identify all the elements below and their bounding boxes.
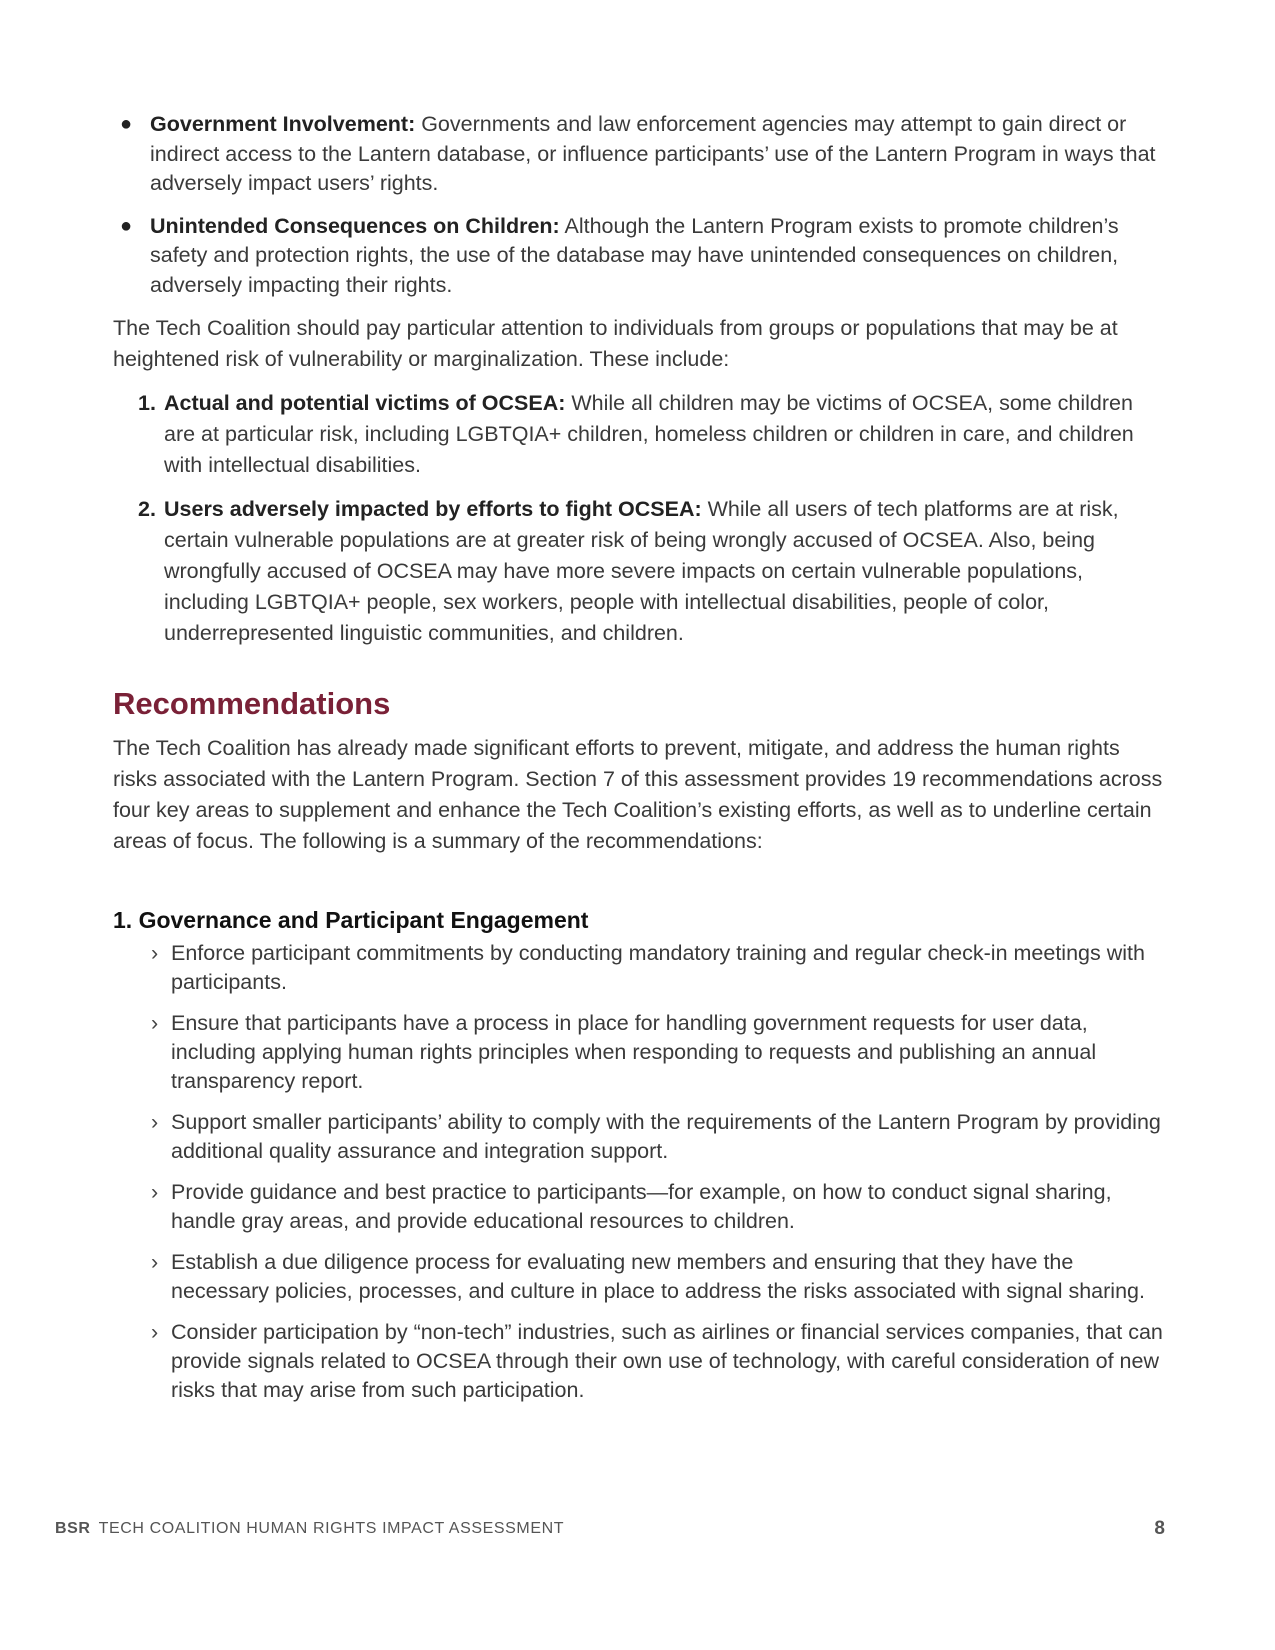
footer-title: TECH COALITION HUMAN RIGHTS IMPACT ASSESSMENT — [98, 1520, 565, 1537]
list-item — [113, 1009, 1163, 1096]
item-number: 2. — [138, 497, 156, 521]
list-item — [113, 212, 1163, 301]
risk-text: Although the Lantern Program exists to promote children’s safety and protection rights, the use of the database may have unintended consequences on children, adversely impacting their rights. — [150, 213, 1119, 297]
risk-list — [113, 110, 1163, 300]
list-item — [113, 388, 1163, 481]
page-footer — [55, 1520, 1165, 1544]
section-heading: Recommendations — [113, 686, 391, 721]
recommendation-text: Consider participation by “non-tech” industries, such as airlines or financial services companies, that can provide signals related to OCSEA through their own use of technology, with careful consideration of new risks that may arise from such participation. — [171, 1320, 1163, 1402]
footer-brand: BSR — [55, 1520, 91, 1537]
list-item — [113, 1178, 1163, 1236]
bullet-icon: ● — [120, 113, 133, 135]
chevron-right-icon: › — [151, 1250, 159, 1274]
list-item — [113, 494, 1163, 649]
chevron-right-icon: › — [151, 941, 159, 965]
chevron-right-icon: › — [151, 1110, 159, 1134]
recommendation-text: Enforce participant commitments by conducting mandatory training and regular check-in meetings with participants. — [171, 941, 1145, 994]
subsection-heading: 1. Governance and Participant Engagement — [113, 907, 589, 933]
risk-title: Government Involvement: — [150, 112, 416, 136]
recommendation-text: Ensure that participants have a process in place for handling government requests for user data, including applying human rights principles when responding to requests and publishing an annual transparency report. — [171, 1011, 1097, 1093]
chevron-right-icon: › — [151, 1180, 159, 1204]
group-text: While all users of tech platforms are at risk, certain vulnerable populations are at greater risk of being wrongly accused of OCSEA. Also, being wrongfully accused of OCSEA may have more severe impacts on certain vulnerable populations, including LGBTQIA+ people, sex workers, people with intellectual disabilities, people of color, underrepresented linguistic communities, and children. — [164, 497, 1119, 645]
chevron-right-icon: › — [151, 1320, 159, 1344]
bullet-icon: ● — [120, 214, 133, 237]
risk-title: Unintended Consequences on Children: — [150, 213, 560, 238]
recommendation-text: Provide guidance and best practice to participants—for example, on how to conduct signal sharing, handle gray areas, and provide educational resources to children. — [171, 1180, 1112, 1233]
group-text: While all children may be victims of OCSEA, some children are at particular risk, including LGBTQIA+ children, homeless children or children in care, and children with intellectual disabilities. — [164, 391, 1134, 477]
list-item — [113, 939, 1163, 997]
document-page — [113, 110, 1163, 1417]
page-number: 8 — [1154, 1518, 1165, 1539]
vulnerable-intro: The Tech Coalition should pay particular attention to individuals from groups or populations that may be at heightened risk of vulnerability or marginalization. These include: — [113, 316, 1118, 371]
recommendation-text: Establish a due diligence process for evaluating new members and ensuring that they have the necessary policies, processes, and culture in place to address the risks associated with signal sharing. — [171, 1250, 1145, 1303]
recommendation-text: Support smaller participants’ ability to comply with the requirements of the Lantern Program by providing additional quality assurance and integration support. — [171, 1110, 1161, 1163]
recommendation-list — [113, 939, 1163, 1405]
group-title: Users adversely impacted by efforts to fight OCSEA: — [164, 497, 702, 521]
risk-text: Governments and law enforcement agencies may attempt to gain direct or indirect access to the Lantern database, or influence participants’ use of the Lantern Program in ways that adversely impact users’ rights. — [150, 112, 1156, 195]
item-number: 1. — [138, 391, 156, 415]
recommendations-intro: The Tech Coalition has already made significant efforts to prevent, mitigate, and address the human rights risks associated with the Lantern Program. Section 7 of this assessment provides 19 recommendations across four key areas to supplement and enhance the Tech Coalition’s existing efforts, as well as to underline certain areas of focus. The following is a summary of the recommendations: — [113, 736, 1163, 853]
chevron-right-icon: › — [151, 1011, 159, 1035]
list-item — [113, 110, 1163, 199]
list-item — [113, 1318, 1163, 1405]
group-title: Actual and potential victims of OCSEA: — [164, 391, 566, 415]
vulnerable-groups-list — [113, 388, 1163, 649]
list-item — [113, 1248, 1163, 1306]
list-item — [113, 1108, 1163, 1166]
